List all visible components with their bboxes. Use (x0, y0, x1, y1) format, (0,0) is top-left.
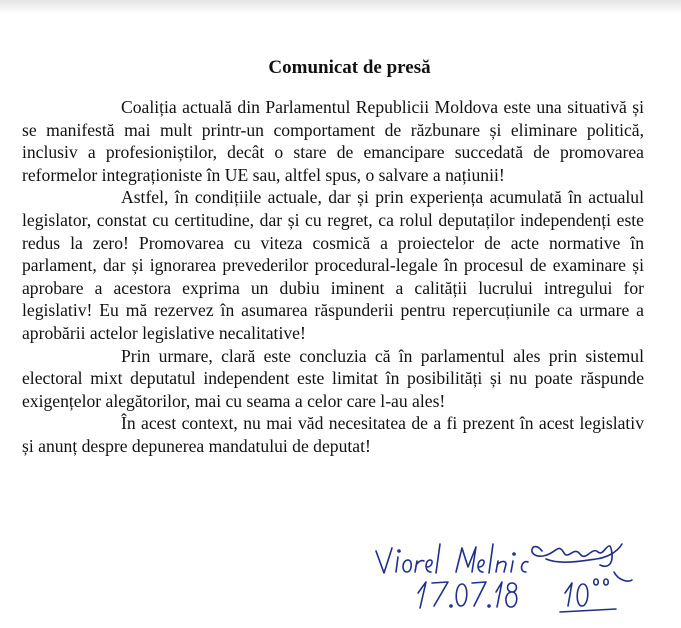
paragraph-3: Prin urmare, clară este concluzia că în parlamentul ales prin sistemul electoral mixt deputatul independent este limitat în posibilități și nu poate răspunde exigențelor alegătorilor, mai cu seama a celor care l-au ales! (22, 345, 644, 411)
paragraph-1: Coaliția actuală din Parlamentul Republicii Moldova este una situativă și se manifestă mai mult printr-un comportament de răzbunare și eliminare politică, inclusiv a profesioniștilor, decât o stare de emancipare succedată de promovarea reformelor integraționiste în UE sau, altfel spus, o salvare a națiunii! (22, 97, 644, 185)
paragraph-4: În acest context, nu mai văd necesitatea de a fi prezent în acest legislativ și anunț despre depunerea mandatului de deputat! (22, 413, 644, 456)
document-title: Comunicat de presă (268, 57, 431, 78)
document-body (22, 96, 644, 458)
paragraph-2: Astfel, în condițiile actuale, dar și prin experiența acumulată în actualul legislator, constat cu certitudine, dar și cu regret, ca rolul deputaților independenți este redus la zero! Promovarea cu viteza cosmică a proiectelor de acte normative în parlament, dar și ignorarea prevederilor procedural-legale în procesul de examinare și aprobare a acestora exprima un dubiu iminent a calității lucrului intregului for legislativ! Eu mă rezervez în asumarea răspunderii pentru repercuțiunile ca urmare a aprobării actelor legislative necalitative! (22, 187, 644, 343)
handwritten-signature-drawing (360, 520, 660, 615)
scan-edge-shadow (0, 0, 681, 14)
handwritten-signature-block (360, 520, 660, 615)
